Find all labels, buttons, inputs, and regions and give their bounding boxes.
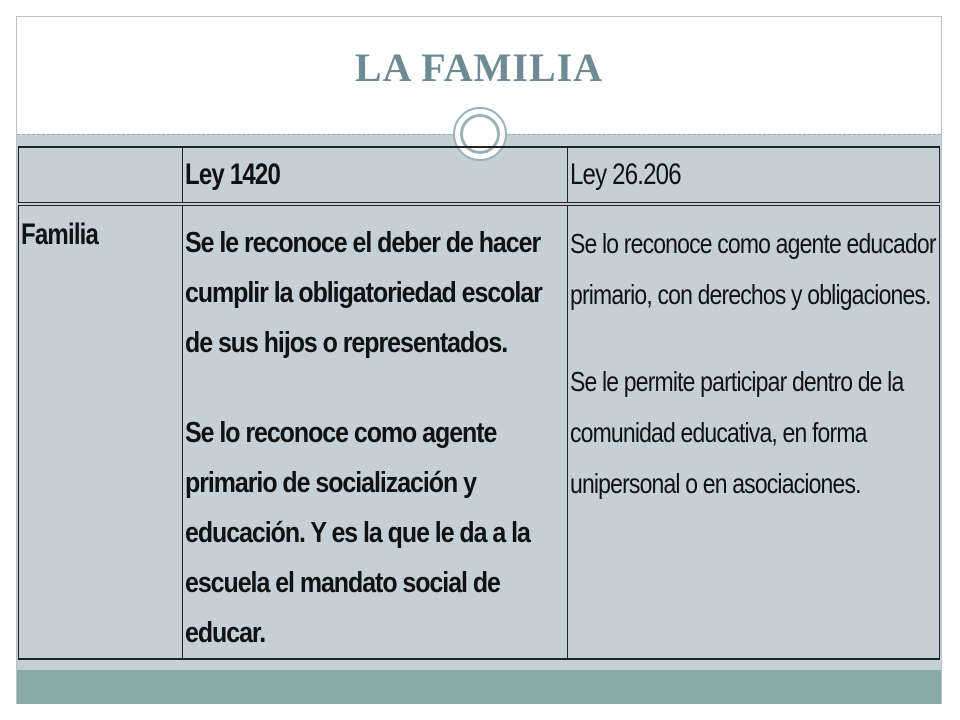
ley-26206-text bbox=[570, 218, 937, 509]
table-row bbox=[19, 204, 940, 659]
header-empty-cell bbox=[19, 147, 183, 204]
header-ley-1420-label: Ley 1420 bbox=[185, 158, 281, 191]
slide-title: LA FAMILIA bbox=[354, 45, 604, 90]
table-header-row bbox=[19, 147, 940, 204]
ley-26206-paragraph-1: Se lo reconoce como agente educador primario, con derechos y obligaciones. bbox=[570, 228, 936, 310]
header-ley-26206-label: Ley 26.206 bbox=[570, 158, 681, 191]
header-ley-26206 bbox=[568, 147, 940, 204]
footer-bar bbox=[17, 670, 941, 704]
row-label-familia: Familia bbox=[21, 218, 99, 251]
law-comparison-table bbox=[18, 146, 940, 660]
ley-26206-cell bbox=[568, 204, 940, 659]
ley-26206-paragraph-2: Se le permite participar dentro de la comunidad educativa, en forma unipersonal o en asociaciones. bbox=[570, 366, 904, 499]
header-ley-1420 bbox=[183, 147, 568, 204]
ley-1420-cell bbox=[183, 204, 568, 659]
ley-1420-paragraph-1: Se le reconoce el deber de hacer cumplir la obligatoriedad escolar de sus hijos o representados. bbox=[185, 227, 542, 359]
row-label-cell bbox=[19, 204, 183, 659]
ley-1420-paragraph-2: Se lo reconoce como agente primario de socialización y educación. Y es la que le da a la escuela el mandato social de educar. bbox=[185, 417, 530, 649]
ley-1420-text bbox=[185, 218, 564, 658]
